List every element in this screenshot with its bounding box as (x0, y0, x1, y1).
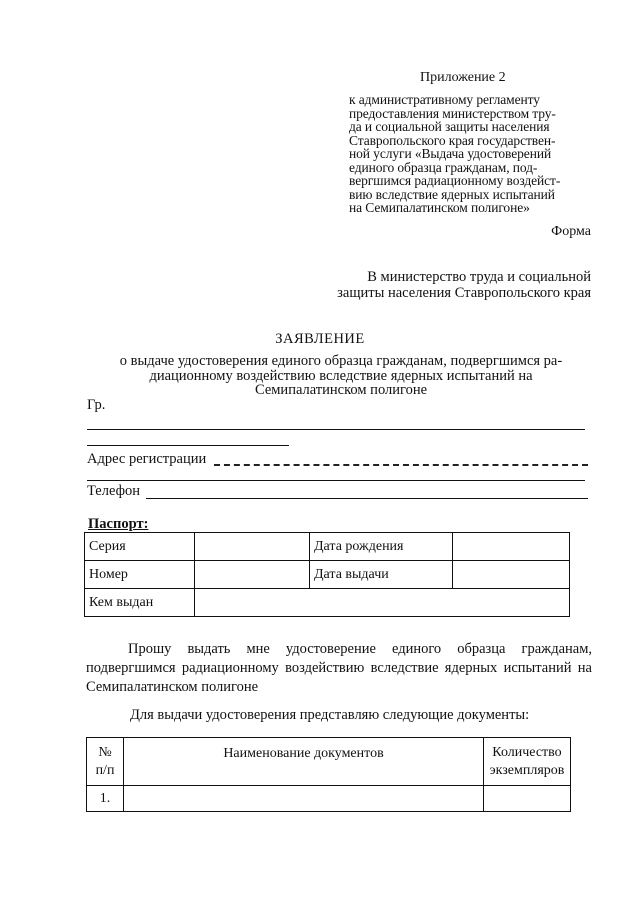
appendix-line: единого образца гражданам, под- (349, 159, 538, 175)
subtitle-line: о выдаче удостоверения единого образца гражданам, подвергшимся ра- (119, 353, 563, 369)
document-subtitle (96, 354, 586, 398)
issue-date-label: Дата выдачи (310, 561, 453, 589)
col-qty-line: экземпляров (489, 762, 565, 778)
passport-heading: Паспорт: (88, 516, 149, 532)
address-line-2[interactable] (87, 480, 585, 481)
request-paragraph: Прошу выдать мне удостоверение единого образца гражданам, подвергшимся радиационному воздействию вследствие ядерных испытаний на Семипалатинском полигоне (86, 641, 592, 695)
appendix-line: вергшимся радиационному воздейст- (349, 173, 561, 188)
address-line[interactable] (214, 464, 588, 466)
address-label: Адрес регистрации (87, 451, 207, 467)
number-label: Номер (85, 561, 195, 589)
col-qty-line: Количество (492, 744, 562, 760)
form-label: Форма (551, 224, 591, 239)
issue-date-cell[interactable] (453, 561, 570, 589)
phone-label: Телефон (87, 483, 140, 499)
appendix-line: Ставропольского края государствен- (349, 132, 556, 148)
passport-table (84, 532, 570, 617)
appendix-line: на Семипалатинском полигоне» (349, 200, 530, 215)
appendix-line: вию вследствие ядерных испытаний (349, 186, 555, 202)
addressee (301, 269, 591, 301)
appendix-line: предоставления министерством тру- (349, 105, 556, 121)
col-qty-header (484, 738, 571, 786)
birth-date-label: Дата рождения (310, 533, 453, 561)
phone-line[interactable] (146, 498, 588, 499)
col-number-header (87, 738, 124, 786)
issued-by-label: Кем выдан (85, 589, 195, 617)
subtitle-line: диационному воздействию вследствие ядерных испытаний на (149, 367, 533, 384)
series-label: Серия (85, 533, 195, 561)
number-cell[interactable] (195, 561, 310, 589)
document-title: ЗАЯВЛЕНИЕ (275, 331, 365, 347)
citizen-name-line-2[interactable] (87, 445, 289, 446)
appendix-line: к административному регламенту (349, 92, 540, 107)
appendix-line: ной услуги «Выдача удостоверений (349, 146, 552, 161)
series-cell[interactable] (195, 533, 310, 561)
appendix-title: Приложение 2 (420, 70, 506, 85)
row-qty-cell[interactable] (484, 786, 571, 812)
col-name-header: Наименование документов (124, 738, 484, 786)
col-number-line: № (98, 744, 112, 760)
birth-date-cell[interactable] (453, 533, 570, 561)
row-name-cell[interactable] (124, 786, 484, 812)
addressee-line: защиты населения Ставропольского края (337, 285, 591, 301)
citizen-name-line[interactable] (87, 429, 585, 430)
subtitle-line: Семипалатинском полигоне (254, 382, 428, 398)
issued-by-cell[interactable] (195, 589, 570, 617)
appendix-line: да и социальной защиты населения (349, 119, 550, 134)
addressee-line: В министерство труда и социальной (367, 269, 591, 285)
appendix-reference (349, 93, 593, 215)
documents-intro: Для выдачи удостоверения представляю следующие документы: (130, 707, 530, 723)
col-number-line: п/п (95, 762, 115, 778)
documents-table (86, 737, 571, 812)
row-number: 1. (87, 786, 124, 812)
citizen-label: Гр. (87, 397, 106, 413)
table-row (87, 786, 571, 812)
